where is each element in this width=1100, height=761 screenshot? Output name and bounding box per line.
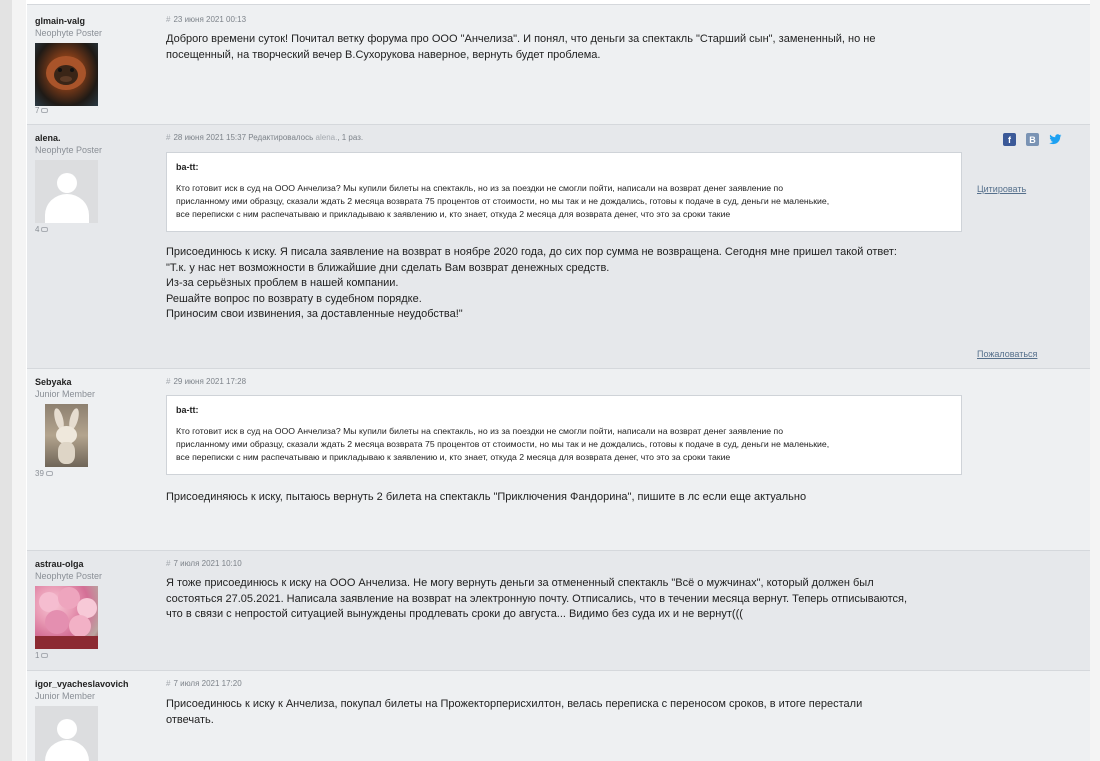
post-date[interactable]: 7 июля 2021 10:10 — [173, 559, 242, 568]
post-author — [35, 132, 155, 223]
post-line: Из-за серьёзных проблем в нашей компании. — [166, 277, 399, 289]
edited-by[interactable]: alena. — [315, 133, 338, 142]
quote-line: все переписки с ним распечатываю и прикладываю к заявлению и, кто знает, откуда 2 месяца для возврата денег, что это за сроки такие — [176, 452, 731, 463]
quote-block — [166, 395, 962, 475]
forum-post — [27, 368, 1090, 550]
quote-line: присланному ими образцу, сказали ждать 2 месяца возврата 75 процентов от стоимости, но мы так и не дождались, готовы к подаче в суд, деньги не маленькие, — [176, 439, 830, 450]
author-rank: Neophyte Poster — [35, 28, 103, 38]
quote-author: ba-tt: — [176, 405, 199, 415]
avatar[interactable] — [45, 404, 88, 467]
edited-note: Редактировалось — [248, 133, 314, 142]
facebook-icon[interactable]: f — [1003, 133, 1016, 146]
post-line: посещенный, на творческий вечер В.Сухорукова наверное, вернуть будет проблема. — [166, 48, 601, 61]
forum-post — [27, 670, 1090, 761]
post-meta — [166, 559, 242, 568]
post-line: Приносим свои извинения, за доставленные неудобства!" — [166, 308, 463, 320]
post-count: 7 — [35, 106, 48, 115]
post-line: отвечать. — [166, 713, 214, 726]
report-button[interactable]: Пожаловаться — [977, 349, 1038, 359]
quote-line: Кто готовит иск в суд на ООО Анчелиза? Мы купили билеты на спектакль, но из за поездки не смогли пойти, написали на возврат денег заявление по — [176, 426, 784, 436]
post-date[interactable]: 29 июня 2021 17:28 — [173, 377, 247, 386]
post-line: Решайте вопрос по возврату в судебном порядке. — [166, 292, 422, 305]
comment-bubble-icon — [41, 227, 48, 232]
post-date[interactable]: 28 июня 2021 15:37 — [173, 133, 247, 142]
permalink-hash-icon[interactable]: # — [166, 679, 171, 688]
author-name[interactable]: astrau-olga — [35, 559, 84, 569]
post-content — [166, 576, 907, 623]
vk-icon[interactable]: B — [1026, 133, 1039, 146]
author-name[interactable]: igor_vyacheslavovich — [35, 679, 129, 689]
forum-post — [27, 4, 1090, 124]
post-line: Присоединюсь к иску. Я писала заявление на возврат в ноябре 2020 года, до сих пор сумма не возвращена. Сегодня мне пришел такой ответ: — [166, 246, 897, 258]
author-name[interactable]: Sebyaka — [35, 377, 72, 387]
twitter-icon[interactable] — [1049, 133, 1062, 146]
post-meta — [166, 679, 242, 688]
permalink-hash-icon[interactable]: # — [166, 15, 171, 24]
post-content — [166, 697, 862, 728]
post-author — [35, 376, 155, 467]
avatar[interactable] — [35, 586, 98, 649]
permalink-hash-icon[interactable]: # — [166, 377, 171, 386]
default-avatar-icon — [57, 719, 77, 739]
post-meta — [166, 377, 246, 386]
default-avatar-icon — [57, 173, 77, 193]
author-rank: Junior Member — [35, 691, 96, 701]
comment-bubble-icon — [41, 653, 48, 658]
post-meta — [166, 15, 246, 24]
quote-block — [166, 152, 962, 232]
forum-post — [27, 550, 1090, 670]
comment-bubble-icon — [46, 471, 53, 476]
post-line: Присоединяюсь к иску, пытаюсь вернуть 2 билета на спектакль "Приключения Фандорина", пишите в лс если еще актуально — [166, 491, 807, 503]
post-content — [166, 32, 875, 63]
left-gutter-inner — [12, 0, 26, 761]
author-rank: Neophyte Poster — [35, 145, 103, 155]
left-gutter — [0, 0, 12, 761]
post-count: 4 — [35, 225, 48, 234]
post-date[interactable]: 23 июня 2021 00:13 — [173, 15, 247, 24]
post-line: "Т.к. у нас нет возможности в ближайшие дни сделать Вам возврат денежных средств. — [166, 261, 610, 274]
post-content — [166, 490, 806, 506]
post-line: Присоединюсь к иску к Анчелиза, покупал билеты на Прожекторперисхилтон, велась переписка с переносом сроков, в итоге перестали — [166, 698, 863, 710]
avatar[interactable] — [35, 706, 98, 761]
author-rank: Junior Member — [35, 389, 96, 399]
post-line: состояться 27.05.2021. Написала заявление на возврат на электронную почту. Отписались, что в течении месяца вернут. Теперь отписываются, — [166, 592, 908, 605]
post-author — [35, 558, 155, 649]
flowers-photo-icon — [35, 586, 98, 649]
post-meta: # 28 июня 2021 15:37 Редактировалось alena., 1 раз. — [166, 133, 364, 142]
post-line: Доброго времени суток! Почитал ветку форума про ООО "Анчелиза". И понял, что деньги за спектакль "Старший сын", замененный, но не — [166, 33, 876, 45]
author-rank: Neophyte Poster — [35, 571, 103, 581]
avatar[interactable] — [35, 160, 98, 223]
right-gutter — [1090, 0, 1100, 761]
quote-line: все переписки с ним распечатываю и прикладываю к заявлению и, кто знает, откуда 2 месяца для возврата денег, что это за сроки такие — [176, 209, 731, 220]
quote-button[interactable]: Цитировать — [977, 184, 1027, 194]
post-count: 39 — [35, 469, 53, 478]
forum-post — [27, 124, 1090, 368]
share-icons — [1003, 133, 1062, 146]
post-line: Я тоже присоединюсь к иску на ООО Анчелиза. Не могу вернуть деньги за отмененный спектакль "Всё о мужчинах", который должен был — [166, 577, 874, 589]
post-line: что в связи с непростой ситуацией вынуждены продлевать сроки до августа... Видимо без суда их и не вернут((( — [166, 608, 743, 620]
author-name[interactable]: glmain-valg — [35, 16, 86, 26]
post-author — [35, 678, 155, 761]
permalink-hash-icon[interactable]: # — [166, 559, 171, 568]
post-count: 1 — [35, 651, 48, 660]
author-name[interactable]: alena. — [35, 133, 61, 143]
post-author — [35, 15, 155, 106]
avatar[interactable] — [35, 43, 98, 106]
post-date[interactable]: 7 июля 2021 17:20 — [173, 679, 242, 688]
orangutan-photo-icon — [35, 43, 98, 106]
permalink-hash-icon[interactable]: # — [166, 133, 171, 142]
quote-line: Кто готовит иск в суд на ООО Анчелиза? Мы купили билеты на спектакль, но из за поездки не смогли пойти, написали на возврат денег заявление по — [176, 183, 784, 193]
post-content — [166, 245, 897, 323]
quote-line: присланному ими образцу, сказали ждать 2 месяца возврата 75 процентов от стоимости, но мы так и не дождались, готовы к подаче в суд, деньги не маленькие, — [176, 196, 830, 207]
comment-bubble-icon — [41, 108, 48, 113]
quote-author: ba-tt: — [176, 162, 199, 172]
